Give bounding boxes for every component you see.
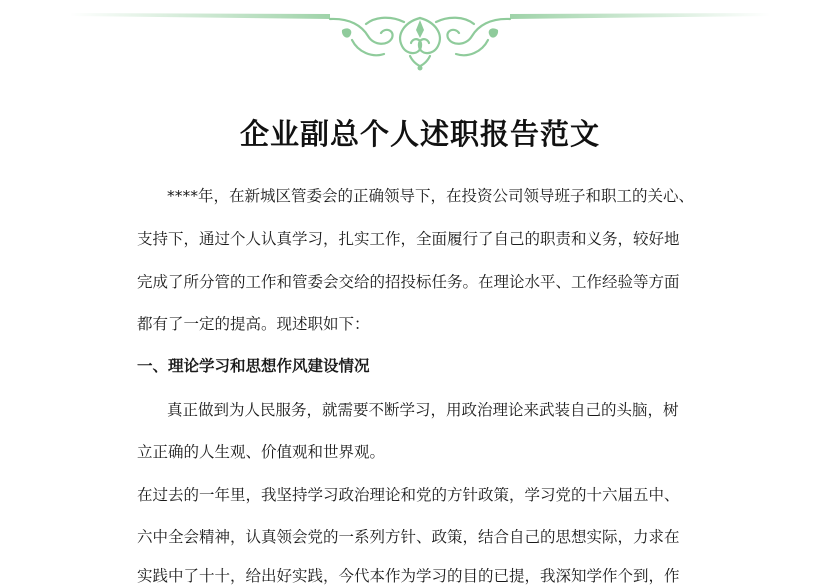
section-heading: 一、理论学习和思想作风建设情况: [137, 357, 370, 375]
document-title: 企业副总个人述职报告范文: [239, 117, 600, 151]
paragraph-line: ****年，在新城区管委会的正确领导下，在投资公司领导班子和职工的关心、: [167, 187, 695, 205]
paragraph-line: 支持下，通过个人认真学习，扎实工作，全面履行了自己的职责和义务，较好地: [137, 230, 680, 248]
paragraph-line: 完成了所分管的工作和管委会交给的招投标任务。在理论水平、工作经验等方面: [137, 273, 680, 291]
paragraph-line-cut: 实践中了十十，给出好实践，今代本作为学习的目的已提，我深知学作个到，作: [137, 567, 680, 585]
paragraph-line: 都有了一定的提高。现述职如下：: [137, 315, 370, 333]
paragraph-line: 真正做到为人民服务，就需要不断学习，用政治理论来武装自己的头脑，树: [167, 401, 679, 419]
paragraph-line: 在过去的一年里，我坚持学习政治理论和党的方针政策，学习党的十六届五中、: [137, 486, 680, 504]
paragraph-line: 立正确的人生观、价值观和世界观。: [137, 443, 386, 461]
header-ornament: [0, 0, 840, 80]
paragraph-line: 六中全会精神，认真领会党的一系列方针、政策，结合自己的思想实际，力求在: [137, 528, 680, 546]
